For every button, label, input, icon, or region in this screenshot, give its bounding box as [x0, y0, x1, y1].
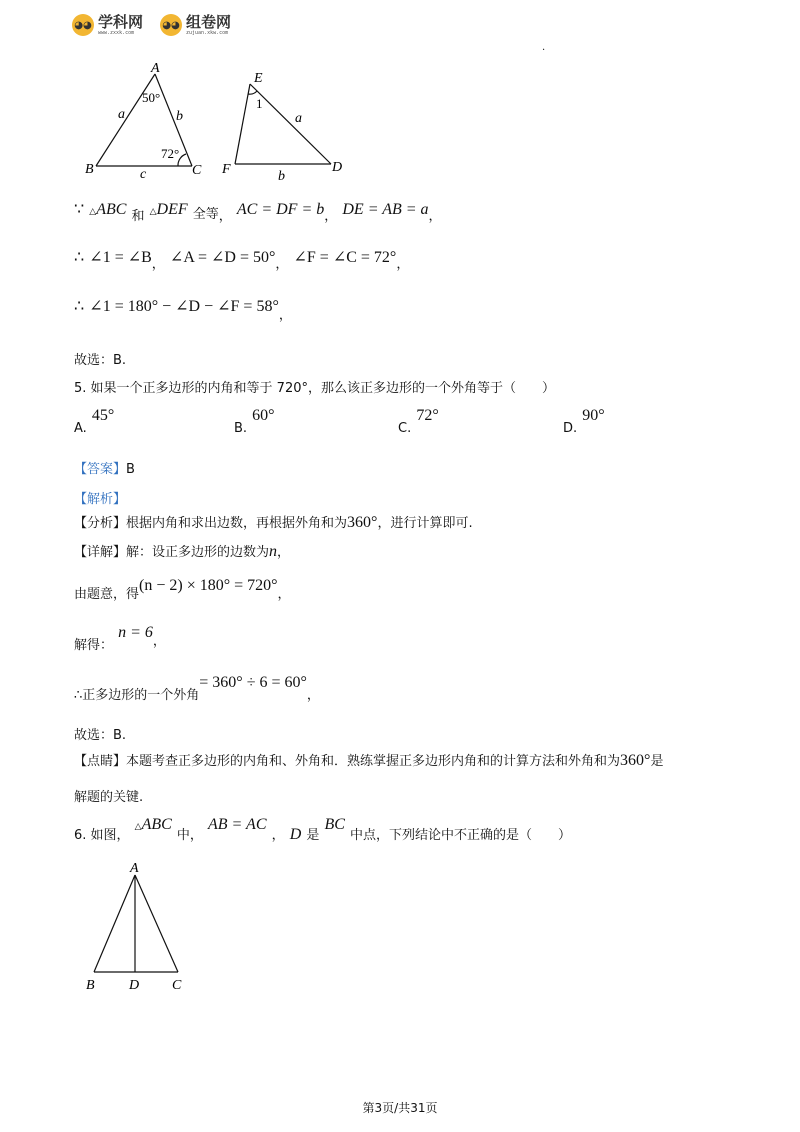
mascot-icon: ◕◕ — [160, 14, 182, 36]
fenxi-line — [74, 512, 473, 532]
option-b — [234, 405, 275, 436]
step-equation: n = 6 — [118, 624, 153, 641]
shi-text: 是 — [306, 828, 320, 843]
logo-title: 学科网 — [98, 12, 144, 31]
label-side-a: a — [295, 111, 302, 126]
dianjing-value: 360° — [620, 752, 651, 769]
triangle-symbol: △ — [149, 207, 157, 217]
comma: ， — [396, 257, 410, 272]
question-6-stem — [74, 814, 572, 843]
step-1-line — [74, 575, 291, 602]
page-number: 第3页/共31页 — [362, 1101, 438, 1115]
congruent-text: 全等 — [192, 207, 219, 222]
step-text: 解得： — [74, 638, 114, 653]
answer-value: B — [126, 462, 135, 477]
variable-n: n — [269, 543, 278, 560]
therefore-symbol: ∴ — [74, 249, 85, 266]
label-side-c: c — [140, 167, 147, 182]
xiangjie-tag: 【详解】 — [74, 545, 127, 560]
option-a — [74, 405, 115, 436]
label-A: A — [151, 61, 160, 76]
option-value: 45° — [91, 407, 115, 424]
comma: ， — [324, 209, 338, 224]
option-c — [398, 405, 439, 436]
label-C: C — [172, 978, 182, 993]
equation-angle1-result: ∠1 = 180° − ∠D − ∠F = 58° — [89, 298, 279, 315]
label-A: A — [130, 861, 139, 876]
label-side-b: b — [176, 109, 183, 124]
comma: ， — [151, 257, 165, 272]
triangle-def — [235, 84, 331, 164]
zhong-text: 中， — [176, 828, 203, 843]
angle-c-value: 72° — [161, 146, 180, 161]
triangle-outline — [94, 875, 178, 972]
mascot-icon: ◕◕ — [72, 14, 94, 36]
step-2-line — [74, 622, 166, 653]
triangle-abc-name: ABC — [141, 816, 172, 833]
fenxi-text: 根据内角和求出边数，再根据外角和为 — [126, 516, 348, 531]
option-label: A. — [74, 421, 87, 436]
dianjing-text: 本题考查正多边形的内角和、外角和．熟练掌握正多边形内角和的计算方法和外角和为 — [126, 754, 621, 769]
stray-dot: . — [542, 42, 546, 53]
step-3-line — [74, 672, 320, 703]
solution-line-3 — [74, 296, 292, 323]
choice-line: 故选：B. — [74, 353, 127, 368]
label-C: C — [192, 163, 202, 178]
logo-title: 组卷网 — [186, 12, 232, 31]
fenxi-tag: 【分析】 — [74, 516, 127, 531]
option-label: D. — [563, 421, 578, 436]
solution-line-1 — [74, 199, 442, 224]
step-equation: = 360° ÷ 6 = 60° — [199, 674, 307, 691]
step-text: 由题意，得 — [74, 587, 140, 602]
label-side-b: b — [278, 169, 285, 183]
triangle-symbol: △ — [89, 207, 97, 217]
equation-angle1-b: ∠1 = ∠B — [89, 249, 152, 266]
equation-angle-a-d: ∠A = ∠D = 50° — [169, 249, 276, 266]
label-E: E — [254, 71, 263, 86]
comma: ， — [275, 257, 289, 272]
dianjing-line-2: 解题的关键. — [74, 790, 144, 805]
option-label: C. — [398, 421, 412, 436]
triangle-def-name: DEF — [156, 201, 188, 218]
fenxi-value: 360° — [347, 514, 378, 531]
logo-url: zujuan.xkw.com — [186, 29, 229, 36]
comma: ， — [277, 545, 291, 560]
point-d: D — [289, 826, 302, 843]
dianjing-tail: 是 — [650, 754, 664, 769]
comma: ， — [428, 209, 442, 224]
comma: ， — [152, 634, 166, 649]
equation-angle-f-c: ∠F = ∠C = 72° — [293, 249, 397, 266]
question-number: 6. 如图， — [74, 828, 130, 843]
comma: ， — [218, 209, 232, 224]
label-side-a: a — [118, 107, 125, 122]
option-value: 60° — [252, 407, 275, 424]
label-D: D — [129, 978, 140, 993]
comma: ， — [306, 688, 320, 703]
answer-tag: 【答案】 — [74, 462, 127, 477]
segment-bc: BC — [324, 816, 345, 833]
xiangjie-text: 解：设正多边形的边数为 — [126, 545, 270, 560]
step-text: ∴正多边形的一个外角 — [74, 688, 200, 703]
because-symbol: ∵ — [74, 201, 85, 218]
angle-a-value: 50° — [142, 90, 161, 105]
analysis-tag: 【解析】 — [74, 492, 127, 507]
triangle-symbol: △ — [134, 822, 142, 832]
xiangjie-line — [74, 541, 290, 561]
angle-1-label: 1 — [256, 96, 263, 111]
equation-de-ab: DE = AB = a — [342, 201, 429, 218]
option-value: 90° — [582, 407, 605, 424]
fenxi-tail: ，进行计算即可. — [377, 516, 473, 531]
equation-ac-df: AC = DF = b — [236, 201, 325, 218]
logo-url: www.zxxk.com — [98, 29, 135, 36]
triangle-abc-name: ABC — [96, 201, 127, 218]
label-F: F — [222, 162, 231, 177]
and-text: 和 — [131, 209, 145, 224]
question-5-stem: 5. 如果一个正多边形的内角和等于 720°，那么该正多边形的一个外角等于（ ） — [74, 381, 555, 396]
step-equation: (n − 2) × 180° = 720° — [139, 577, 278, 594]
comma: ， — [271, 828, 285, 843]
dianjing-line — [74, 750, 663, 770]
isosceles-triangle-figure — [80, 858, 200, 998]
dianjing-tag: 【点睛】 — [74, 754, 127, 769]
option-d — [563, 405, 605, 436]
question-tail: 中点，下列结论中不正确的是（ ） — [350, 828, 572, 843]
answer-line — [74, 458, 135, 477]
zujuanwang-logo — [160, 14, 231, 36]
solution-line-2 — [74, 247, 410, 272]
equation-ab-ac: AB = AC — [207, 816, 267, 833]
label-B: B — [85, 162, 94, 177]
label-B: B — [86, 978, 95, 993]
choice-line: 故选：B. — [74, 728, 127, 743]
comma: ， — [277, 587, 291, 602]
congruent-triangles-figure — [80, 58, 360, 183]
option-label: B. — [234, 421, 248, 436]
option-value: 72° — [416, 407, 439, 424]
comma: ， — [278, 308, 292, 323]
label-D: D — [332, 160, 343, 175]
xuekewang-logo — [72, 14, 143, 36]
therefore-symbol: ∴ — [74, 298, 85, 315]
